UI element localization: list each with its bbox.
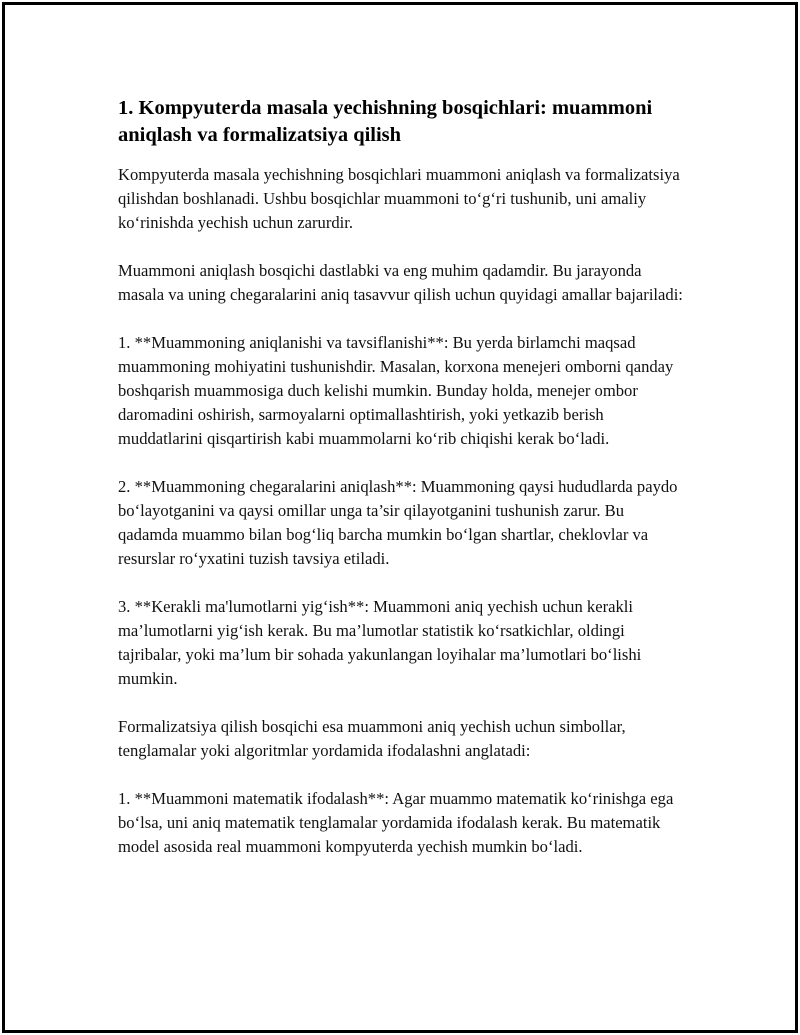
section-heading: 1. Kompyuterda masala yechishning bosqichlari: muammoni aniqlash va formalizatsiya qilish (118, 97, 653, 146)
formalization-item-1: 1. **Muammoni matematik ifodalash**: Agar muammo matematik ko‘rinishga ega bo‘lsa, uni aniq matematik tenglamalar yordamida ifodalash kerak. Bu matematik model asosida real muammoni kompyuterda yechish mumkin bo‘ladi. (118, 789, 674, 856)
list-item-2: 2. **Muammoning chegaralarini aniqlash**: Muammoning qaysi hududlarda paydo bo‘layotganini va qaysi omillar unga ta’sir qilayotganini tushunish zarur. Bu qadamda muammo bilan bog‘liq barcha mumkin bo‘lgan shartlar, cheklovlar va resurslar ro‘yxatini tuzish tavsiya etiladi. (118, 477, 678, 568)
paragraph-formalization-stage: Formalizatsiya qilish bosqichi esa muammoni aniq yechish uchun simbollar, tenglamalar yoki algoritmlar yordamida ifodalashni anglatadi: (118, 717, 626, 760)
paragraph-intro: Kompyuterda masala yechishning bosqichlari muammoni aniqlash va formalizatsiya qilishdan boshlanadi. Ushbu bosqichlar muammoni to‘g‘ri tushunib, uni amaliy ko‘rinishda yechish uchun zarurdir. (118, 165, 680, 232)
list-item-3: 3. **Kerakli ma'lumotlarni yig‘ish**: Muammoni aniq yechish uchun kerakli ma’lumotlarni yig‘ish kerak. Bu ma’lumotlar statistik ko‘rsatkichlar, oldingi tajribalar, yoki ma’lum bir sohada yakunlangan loyihalar ma’lumotlari bo‘lishi mumkin. (118, 597, 642, 688)
document-body (118, 95, 688, 883)
list-item-1: 1. **Muammoning aniqlanishi va tavsiflanishi**: Bu yerda birlamchi maqsad muammoning mohiyatini tushunishdir. Masalan, korxona menejeri omborni qanday boshqarish muammosiga duch kelishi mumkin. Bunday holda, menejer ombor daromadini oshirish, sarmoyalarni optimallashtirish, yoki yetkazib berish muddatlarini qisqartirish kabi muammolarni ko‘rib chiqishi kerak bo‘ladi. (118, 333, 674, 448)
paragraph-definition-stage: Muammoni aniqlash bosqichi dastlabki va eng muhim qadamdir. Bu jarayonda masala va uning chegaralarini aniq tasavvur qilish uchun quyidagi amallar bajariladi: (118, 261, 683, 304)
